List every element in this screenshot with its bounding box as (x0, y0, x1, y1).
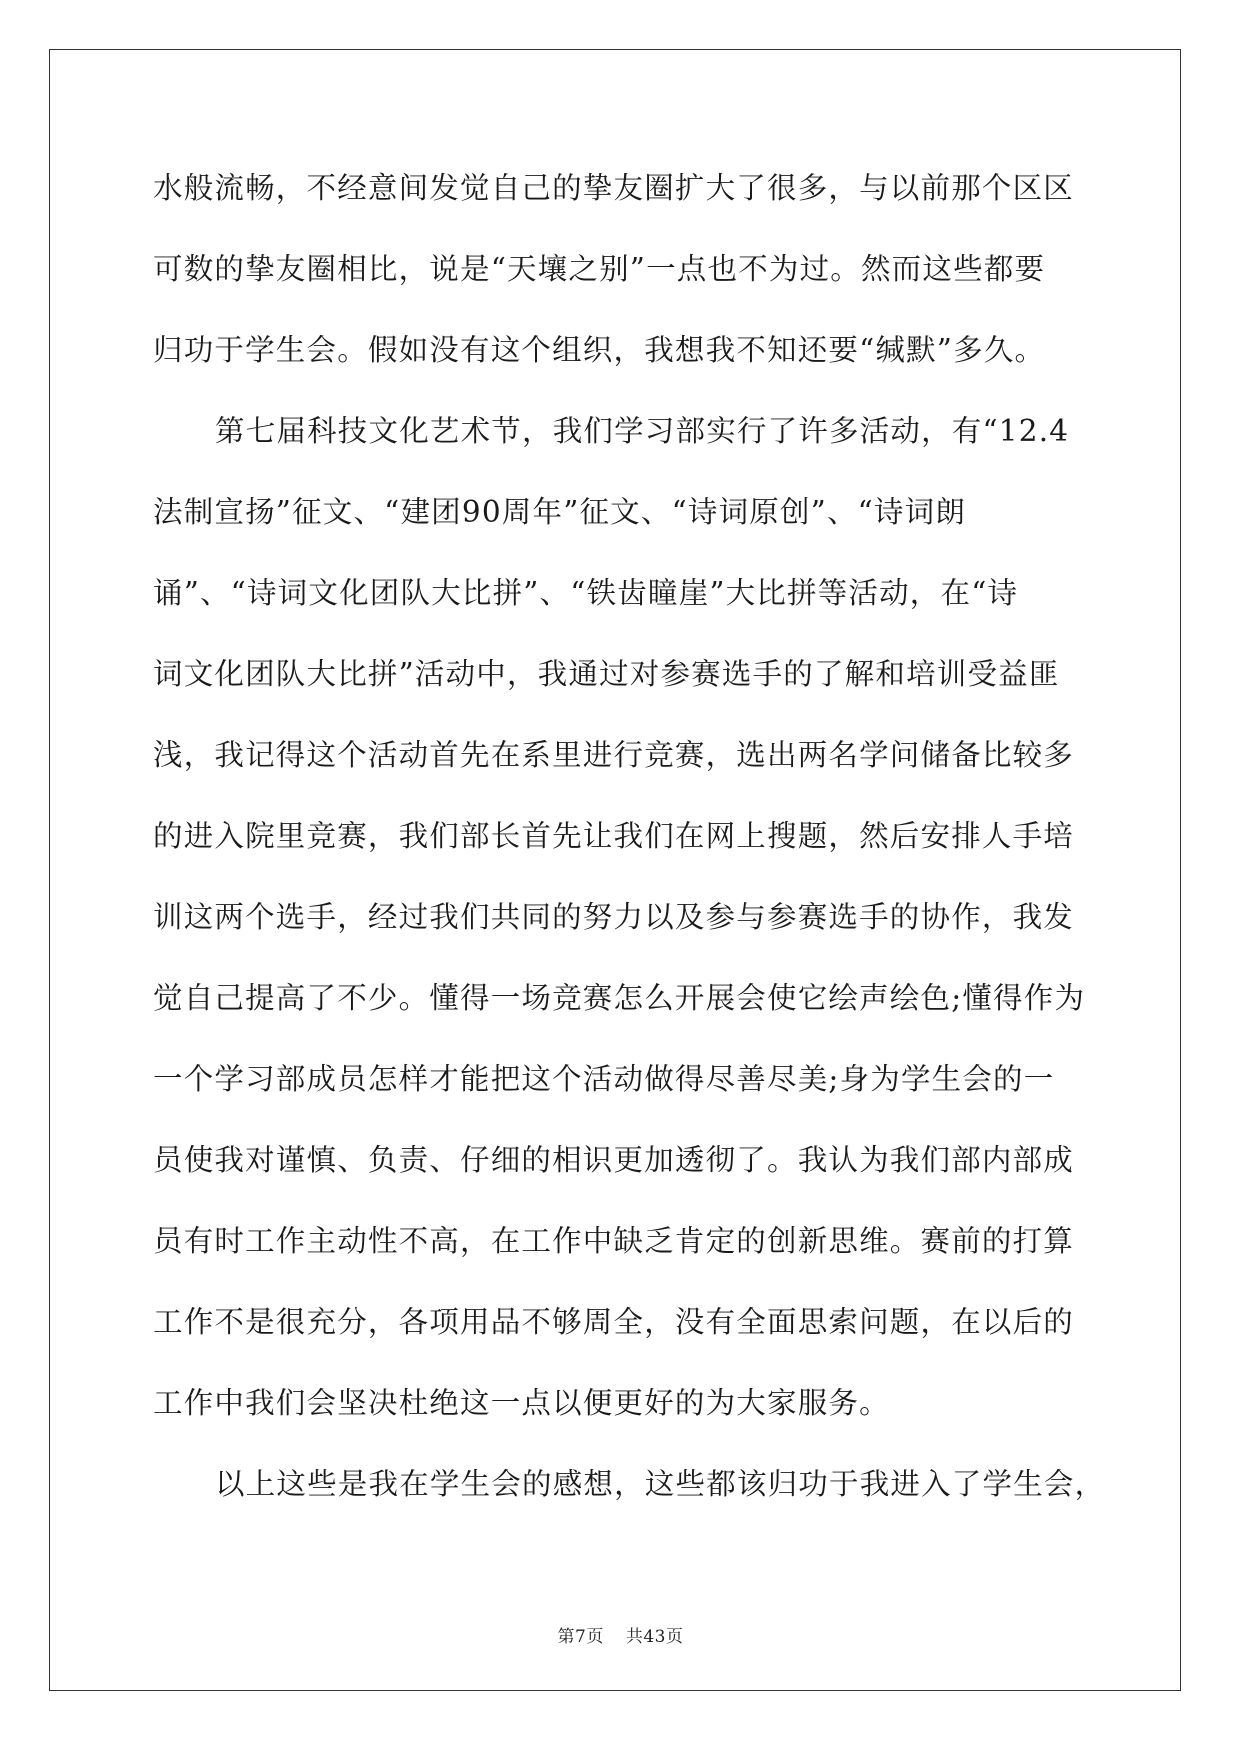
text-line: 词文化团队大比拼”活动中，我通过对参赛选手的了解和培训受益匪 (153, 657, 1060, 691)
text-line: 一个学习部成员怎样才能把这个活动做得尽善尽美;身为学生会的一 (153, 1062, 1055, 1096)
text-line: 第七届科技文化艺术节，我们学习部实行了许多活动，有“12.4 (215, 414, 1070, 448)
text-line: 的进入院里竞赛，我们部长首先让我们在网上搜题，然后安排人手培 (153, 819, 1075, 853)
text-line: 诵”、“诗词文化团队大比拼”、“铁齿瞳崖”大比拼等活动，在“诗 (153, 576, 1019, 610)
document-body (153, 162, 1106, 1539)
text-line: 归功于学生会。假如没有这个组织，我想我不知还要“缄默”多久。 (153, 333, 1046, 367)
text-line: 水般流畅，不经意间发觉自己的挚友圈扩大了很多，与以前那个区区 (153, 171, 1075, 205)
text-line: 训这两个选手，经过我们共同的努力以及参与参赛选手的协作，我发 (153, 900, 1075, 934)
text-line: 法制宣扬”征文、“建团90周年”征文、“诗词原创”、“诗词朗 (153, 495, 967, 529)
text-line: 员有时工作主动性不高，在工作中缺乏肯定的创新思维。赛前的打算 (153, 1224, 1075, 1258)
text-line: 工作中我们会坚决杜绝这一点以便更好的为大家服务。 (153, 1386, 890, 1420)
text-line: 以上这些是我在学生会的感想，这些都该归功于我进入了学生会， (215, 1467, 1106, 1501)
page-footer (0, 1622, 1241, 1647)
page-total: 共43页 (625, 1627, 684, 1647)
text-line: 浅，我记得这个活动首先在系里进行竞赛，选出两名学问储备比较多 (153, 738, 1075, 772)
text-line: 可数的挚友圈相比，说是“天壤之别”一点也不为过。然而这些都要 (153, 252, 1046, 286)
text-line: 员使我对谨慎、负责、仔细的相识更加透彻了。我认为我们部内部成 (153, 1143, 1075, 1177)
text-line: 觉自己提高了不少。懂得一场竞赛怎么开展会使它绘声绘色;懂得作为 (153, 981, 1086, 1015)
page-number: 第7页 (557, 1627, 604, 1647)
text-line: 工作不是很充分，各项用品不够周全，没有全面思索问题，在以后的 (153, 1305, 1075, 1339)
